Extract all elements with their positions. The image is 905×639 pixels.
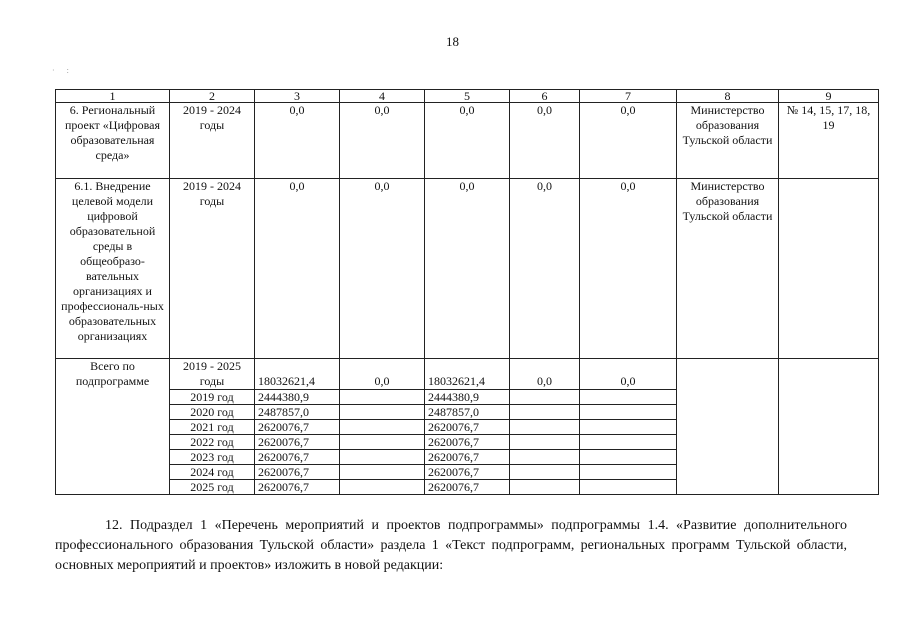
value-cell: 2620076,7 bbox=[255, 450, 340, 465]
year-label: 2021 год bbox=[170, 420, 255, 435]
value-cell bbox=[510, 465, 580, 480]
value-cell: 2620076,7 bbox=[425, 480, 510, 495]
value-cell bbox=[510, 450, 580, 465]
value-cell bbox=[510, 480, 580, 495]
header-cell: 3 bbox=[255, 90, 340, 103]
value-cell bbox=[340, 435, 425, 450]
value-cell: 0,0 bbox=[255, 179, 340, 359]
value-cell: 2620076,7 bbox=[425, 450, 510, 465]
value-cell: 2620076,7 bbox=[255, 420, 340, 435]
value-cell: 2487857,0 bbox=[425, 405, 510, 420]
value-cell: 0,0 bbox=[425, 103, 510, 179]
value-cell bbox=[340, 480, 425, 495]
year-label: 2020 год bbox=[170, 405, 255, 420]
header-cell: 2 bbox=[170, 90, 255, 103]
header-cell: 9 bbox=[779, 90, 879, 103]
value-cell bbox=[580, 405, 677, 420]
period-cell: 2019 - 2024 годы bbox=[170, 103, 255, 179]
value-cell bbox=[340, 405, 425, 420]
header-cell: 5 bbox=[425, 90, 510, 103]
value-cell bbox=[580, 480, 677, 495]
value-cell bbox=[580, 390, 677, 405]
value-cell bbox=[340, 465, 425, 480]
value-cell: 2620076,7 bbox=[255, 465, 340, 480]
value-cell: 0,0 bbox=[510, 103, 580, 179]
period-cell: 2019 - 2024 годы bbox=[170, 179, 255, 359]
year-label: 2023 год bbox=[170, 450, 255, 465]
scan-specks: · : bbox=[52, 66, 69, 75]
header-row bbox=[56, 90, 879, 103]
value-cell bbox=[510, 420, 580, 435]
value-cell: 0,0 bbox=[340, 359, 425, 390]
value-cell: 18032621,4 bbox=[255, 359, 340, 390]
header-cell: 7 bbox=[580, 90, 677, 103]
program-table bbox=[55, 89, 879, 495]
header-cell: 1 bbox=[56, 90, 170, 103]
ministry-cell: Министерство образования Тульской области bbox=[677, 103, 779, 179]
amendment-paragraph: 12. Подраздел 1 «Перечень мероприятий и проектов подпрограммы» подпрограммы 1.4. «Развитие дополнительного профессионального образования Тульской области» раздела 1 «Текст подпрограмм, региональных программ Тульской области, основных мероприятий и проектов» изложить в новой редакции: bbox=[55, 518, 847, 573]
value-cell: 0,0 bbox=[425, 179, 510, 359]
value-cell bbox=[580, 450, 677, 465]
total-row bbox=[56, 359, 879, 390]
value-cell: 18032621,4 bbox=[425, 359, 510, 390]
value-cell bbox=[510, 435, 580, 450]
value-cell bbox=[580, 465, 677, 480]
value-cell: 0,0 bbox=[510, 359, 580, 390]
total-label: Всего по подпрограмме bbox=[56, 359, 170, 495]
header-cell: 4 bbox=[340, 90, 425, 103]
period-cell: 2019 - 2025 годы bbox=[170, 359, 255, 390]
project-name: 6. Региональный проект «Цифровая образовательная среда» bbox=[56, 103, 170, 179]
value-cell bbox=[340, 450, 425, 465]
value-cell bbox=[340, 390, 425, 405]
indicators-cell: № 14, 15, 17, 18, 19 bbox=[779, 103, 879, 179]
value-cell: 2620076,7 bbox=[255, 480, 340, 495]
table-row bbox=[56, 103, 879, 179]
value-cell: 2444380,9 bbox=[425, 390, 510, 405]
value-cell: 2444380,9 bbox=[255, 390, 340, 405]
header-cell: 8 bbox=[677, 90, 779, 103]
table-row bbox=[56, 179, 879, 359]
value-cell: 0,0 bbox=[340, 179, 425, 359]
page-number: 18 bbox=[446, 34, 459, 49]
value-cell bbox=[510, 405, 580, 420]
value-cell: 0,0 bbox=[580, 103, 677, 179]
value-cell: 0,0 bbox=[580, 359, 677, 390]
value-cell bbox=[580, 420, 677, 435]
year-label: 2022 год bbox=[170, 435, 255, 450]
ministry-cell: Министерство образования Тульской области bbox=[677, 179, 779, 359]
indicators-cell bbox=[779, 359, 879, 495]
indicators-cell bbox=[779, 179, 879, 359]
year-label: 2019 год bbox=[170, 390, 255, 405]
value-cell: 2620076,7 bbox=[425, 435, 510, 450]
header-cell: 6 bbox=[510, 90, 580, 103]
ministry-cell bbox=[677, 359, 779, 495]
value-cell: 2487857,0 bbox=[255, 405, 340, 420]
value-cell: 2620076,7 bbox=[425, 420, 510, 435]
value-cell: 0,0 bbox=[580, 179, 677, 359]
value-cell bbox=[580, 435, 677, 450]
value-cell: 0,0 bbox=[510, 179, 580, 359]
value-cell bbox=[340, 420, 425, 435]
value-cell: 0,0 bbox=[340, 103, 425, 179]
project-name: 6.1. Внедрение целевой модели цифровой образовательной среды в общеобразо-вательных организациях и профессиональ-ных образовательных организациях bbox=[56, 179, 170, 359]
value-cell: 0,0 bbox=[255, 103, 340, 179]
value-cell: 2620076,7 bbox=[255, 435, 340, 450]
year-label: 2025 год bbox=[170, 480, 255, 495]
value-cell bbox=[510, 390, 580, 405]
value-cell: 2620076,7 bbox=[425, 465, 510, 480]
year-label: 2024 год bbox=[170, 465, 255, 480]
